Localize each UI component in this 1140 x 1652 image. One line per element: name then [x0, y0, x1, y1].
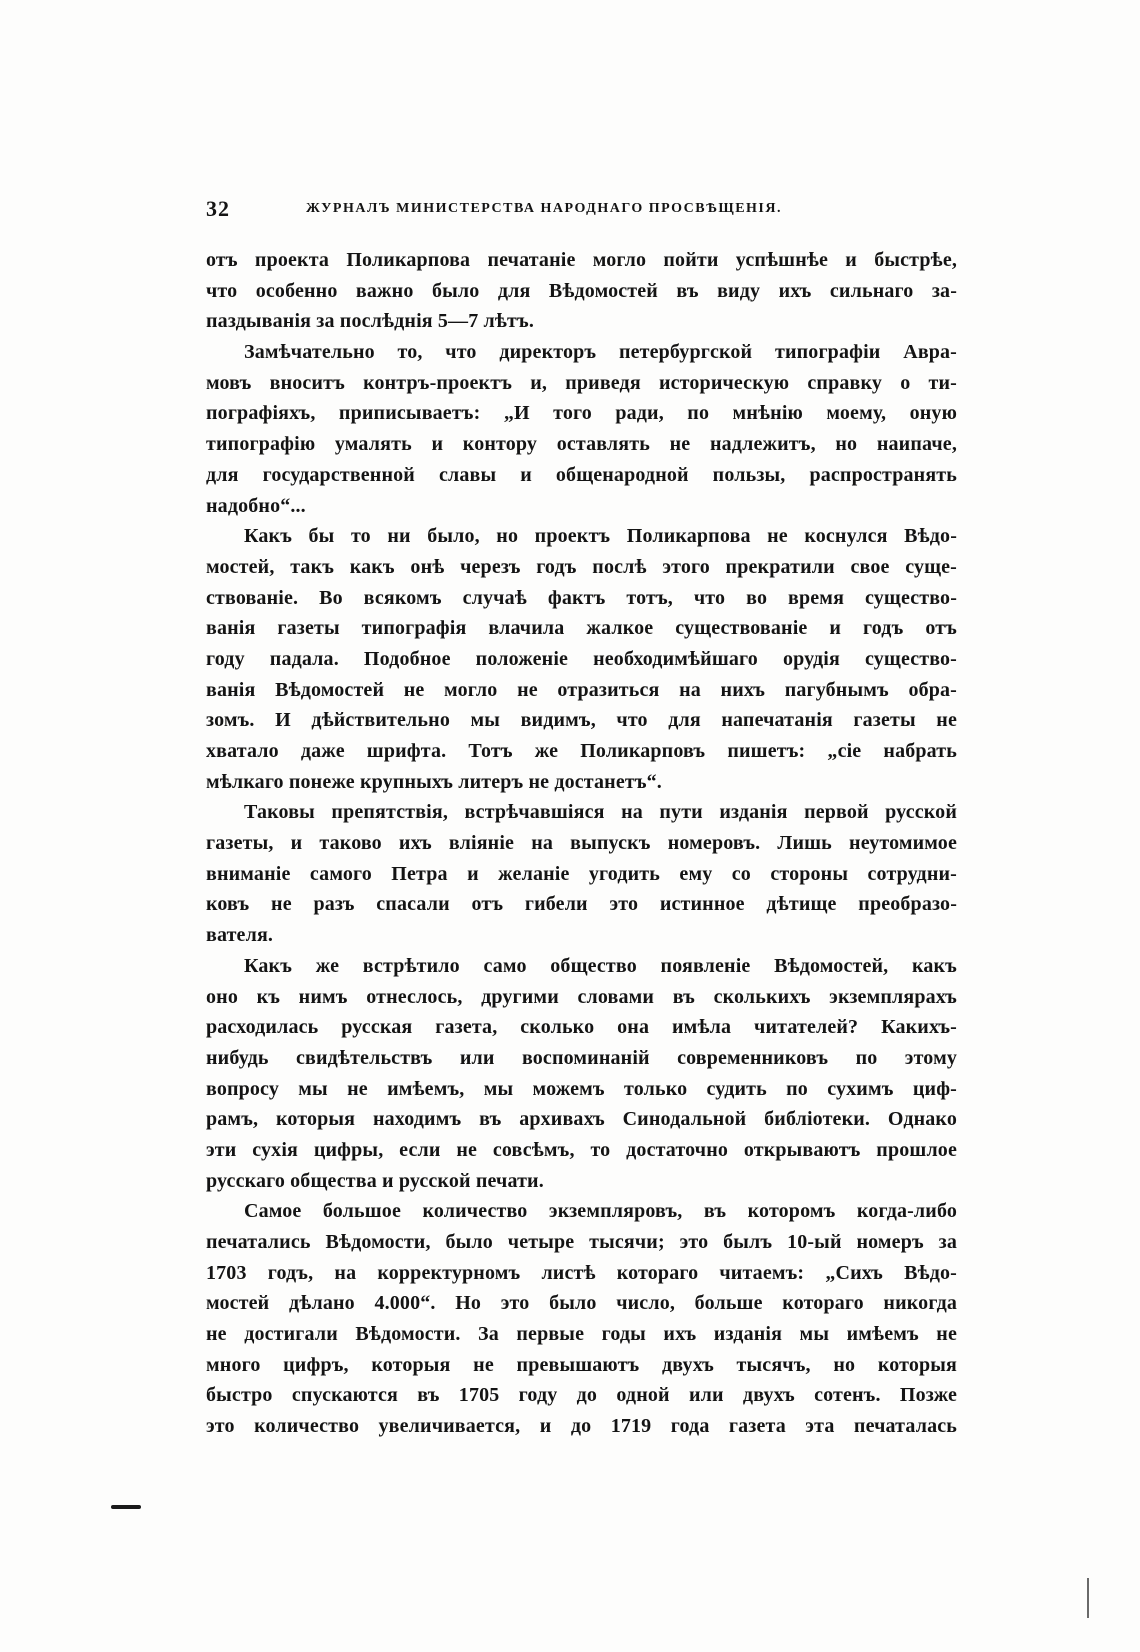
text-line: мостей, такъ какъ онѣ черезъ годъ послѣ этого прекратили свое суще- [206, 555, 957, 578]
text-line: хватало даже шрифта. Тотъ же Поликарповъ пишетъ: „сіе набрать [206, 740, 957, 762]
text-line: много цифръ, которыя не превышаютъ двухъ тысячъ, но которыя [206, 1353, 957, 1376]
text-line: вателя. [206, 924, 274, 947]
text-line: не достигали Вѣдомости. За первые годы ихъ изданія мы имѣемъ не [206, 1323, 957, 1346]
page-number: 32 [206, 196, 230, 221]
text-line: мовъ вноситъ контръ-проектъ и, приведя историческую справку о ти- [206, 371, 957, 394]
text-line: зомъ. И дѣйствительно мы видимъ, что для напечатанія газеты не [206, 709, 957, 732]
text-line: ванія Вѣдомостей не могло не отразиться на нихъ пагубнымъ обра- [206, 678, 957, 701]
text-line: 1703 годъ, на корректурномъ листѣ котораго читаемъ: „Сихъ Вѣдо- [206, 1261, 957, 1284]
text-line: русскаго общества и русской печати. [206, 1169, 544, 1192]
body-text [206, 245, 957, 1442]
text-line: году падала. Подобное положеніе необходимѣйшаго орудія существо- [206, 647, 957, 670]
text-line: расходилась русская газета, сколько она имѣла читателей? Какихъ- [206, 1016, 957, 1039]
text-line: оно къ нимъ отнеслось, другими словами въ сколькихъ экземплярахъ [206, 985, 957, 1008]
text-line: рамъ, которыя находимъ въ архивахъ Синодальной библіотеки. Однако [206, 1108, 957, 1131]
paragraph-start-line: Самое большое количество экземпляровъ, въ которомъ когда-либо [244, 1200, 957, 1223]
text-line: типографію умалять и контору оставлять не надлежитъ, но наипаче, [206, 433, 957, 456]
text-line: быстро спускаются въ 1705 году до одной или двухъ сотенъ. Позже [206, 1384, 957, 1407]
text-line: это количество увеличивается, и до 1719 года газета эта печаталась [206, 1415, 957, 1438]
text-line: вопросу мы не имѣемъ, мы можемъ только судить по сухимъ циф- [206, 1077, 957, 1100]
text-line: отъ проекта Поликарпова печатаніе могло пойти успѣшнѣе и быстрѣе, [206, 249, 957, 271]
text-line: паздыванія за послѣднія 5—7 лѣтъ. [206, 310, 534, 333]
scan-mark [111, 1505, 141, 1509]
text-line: эти сухія цифры, если не совсѣмъ, то достаточно открываютъ прошлое [206, 1138, 957, 1161]
text-line: для государственной славы и общенародной пользы, распространять [206, 463, 957, 486]
text-line: нибудь свидѣтельствъ или воспоминаній современниковъ по этому [206, 1046, 957, 1069]
text-line: пографіяхъ, приписываетъ: „И того ради, по мнѣнію моему, оную [206, 402, 957, 425]
scan-edge-line [1087, 1578, 1089, 1618]
text-line: ванія газеты типографія влачила жалкое существованіе и годъ отъ [206, 617, 957, 640]
text-line: вниманіе самого Петра и желаніе угодить ему со стороны сотрудни- [206, 862, 957, 885]
page-header [206, 196, 957, 222]
text-line: мостей дѣлано 4.000“. Но это было число, больше котораго никогда [206, 1292, 957, 1315]
text-line: газеты, и таково ихъ вліяніе на выпускъ номеровъ. Лишь неутомимое [206, 832, 957, 855]
text-line: надобно“... [206, 494, 306, 517]
running-title: ЖУРНАЛЪ МИНИСТЕРСТВА НАРОДНАГО ПРОСВѢЩЕНІЯ. [306, 201, 782, 216]
text-line: ствованіе. Во всякомъ случаѣ фактъ тотъ, что во время существо- [206, 586, 957, 609]
paragraph-start-line: Таковы препятствія, встрѣчавшіяся на пути изданія первой русской [244, 801, 957, 824]
paragraph-start-line: Какъ бы то ни было, но проектъ Поликарпова не коснулся Вѣдо- [244, 525, 957, 548]
paragraph-start-line: Замѣчательно то, что директоръ петербургской типографіи Авра- [244, 341, 957, 364]
text-line: мѣлкаго понеже крупныхъ литеръ не достанетъ“. [206, 770, 662, 793]
text-line: печатались Вѣдомости, было четыре тысячи; это былъ 10-ый номеръ за [206, 1231, 957, 1253]
text-line: ковъ не разъ спасали отъ гибели это истинное дѣтище преобразо- [206, 893, 957, 916]
paragraph-start-line: Какъ же встрѣтило само общество появленіе Вѣдомостей, какъ [244, 954, 957, 977]
text-line: что особенно важно было для Вѣдомостей въ виду ихъ сильнаго за- [206, 279, 957, 302]
